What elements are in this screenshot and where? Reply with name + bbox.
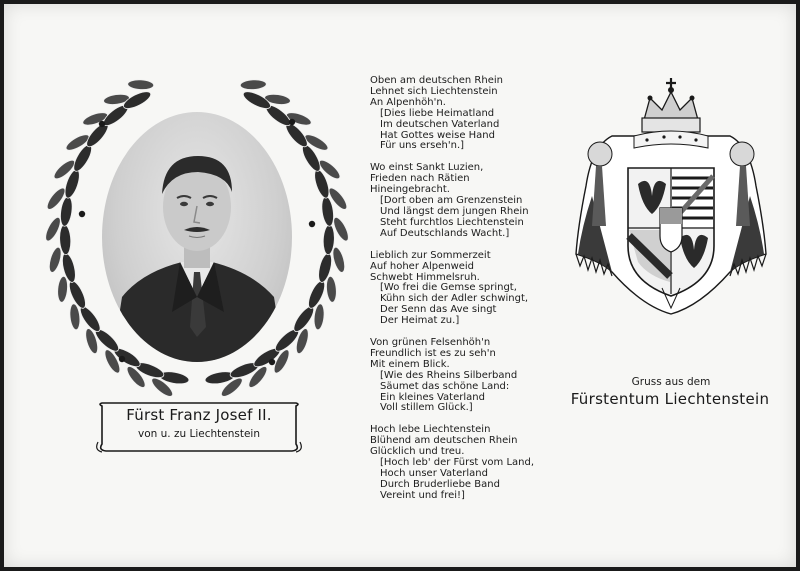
poem-line: Glücklich und treu. <box>370 446 465 458</box>
poem-line: Der Senn das Ave singt <box>380 304 497 316</box>
poem-line: Und längst dem jungen Rhein <box>380 205 529 217</box>
prince-name: Fürst Franz Josef II. <box>126 406 272 424</box>
poem-line: [Wie des Rheins Silberband <box>380 369 518 381</box>
prince-title: von u. zu Liechtenstein <box>138 428 260 440</box>
poem-line: Auf hoher Alpenweid <box>370 260 475 272</box>
poem-line: Von grünen Felsenhöh'n <box>370 337 491 349</box>
poem-line: Im deutschen Vaterland <box>380 118 500 130</box>
poem-line: Kühn sich der Adler schwingt, <box>380 293 529 305</box>
coat-of-arms <box>572 76 770 326</box>
poem-line: Blühend am deutschen Rhein <box>370 435 518 447</box>
poem-line: Lieblich zur Sommerzeit <box>370 249 491 261</box>
poem-line: Hat Gottes weise Hand <box>380 129 495 141</box>
poem-line: Vereint und frei!] <box>380 489 465 501</box>
poem-line: Säumet das schöne Land: <box>380 380 510 392</box>
poem-line: Hoch lebe Liechtenstein <box>370 424 491 436</box>
laurel-wreath-icon <box>42 74 352 404</box>
poem-line: Voll stillem Glück.] <box>380 402 473 414</box>
greeting-line: Gruss aus dem <box>631 376 711 388</box>
poem <box>370 76 570 513</box>
poem-stanza <box>370 251 570 327</box>
poem-line: [Dies liebe Heimatland <box>380 107 495 119</box>
poem-line: Mit einem Blick. <box>370 358 450 370</box>
portrait-frame <box>42 74 352 404</box>
poem-line: Auf Deutschlands Wacht.] <box>380 227 510 239</box>
poem-line: Oben am deutschen Rhein <box>370 75 503 86</box>
poem-line: [Hoch leb' der Fürst vom Land, <box>380 457 535 469</box>
liechtenstein-coat-of-arms-icon <box>572 76 770 326</box>
poem-line: Steht furchtlos Liechtenstein <box>380 216 524 228</box>
poem-line: Der Heimat zu.] <box>380 315 460 327</box>
poem-stanza <box>370 163 570 239</box>
poem-line: Hineingebracht. <box>370 184 450 196</box>
name-banner <box>96 402 302 454</box>
poem-line: Ein kleines Vaterland <box>380 391 485 403</box>
poem-line: Für uns erseh'n.] <box>380 140 465 152</box>
poem-line: [Dort oben am Grenzenstein <box>380 195 523 207</box>
poem-line: Durch Bruderliebe Band <box>380 478 500 490</box>
poem-line: Lehnet sich Liechtenstein <box>370 85 498 97</box>
poem-line: An Alpenhöh'n. <box>370 96 446 108</box>
poem-line: Frieden nach Rätien <box>370 173 470 185</box>
principality-title: Fürstentum Liechtenstein <box>570 390 770 408</box>
poem-stanza <box>370 338 570 414</box>
poem-line: Schwebt Himmelsruh. <box>370 271 480 283</box>
poem-line: Hoch unser Vaterland <box>380 468 488 479</box>
poem-line: Freundlich ist es zu seh'n <box>370 347 496 359</box>
poem-line: [Wo frei die Gemse springt, <box>380 282 517 294</box>
postcard <box>4 4 796 567</box>
poem-stanza <box>370 76 570 152</box>
poem-line: Wo einst Sankt Luzien, <box>370 162 484 174</box>
poem-stanza <box>370 425 570 501</box>
